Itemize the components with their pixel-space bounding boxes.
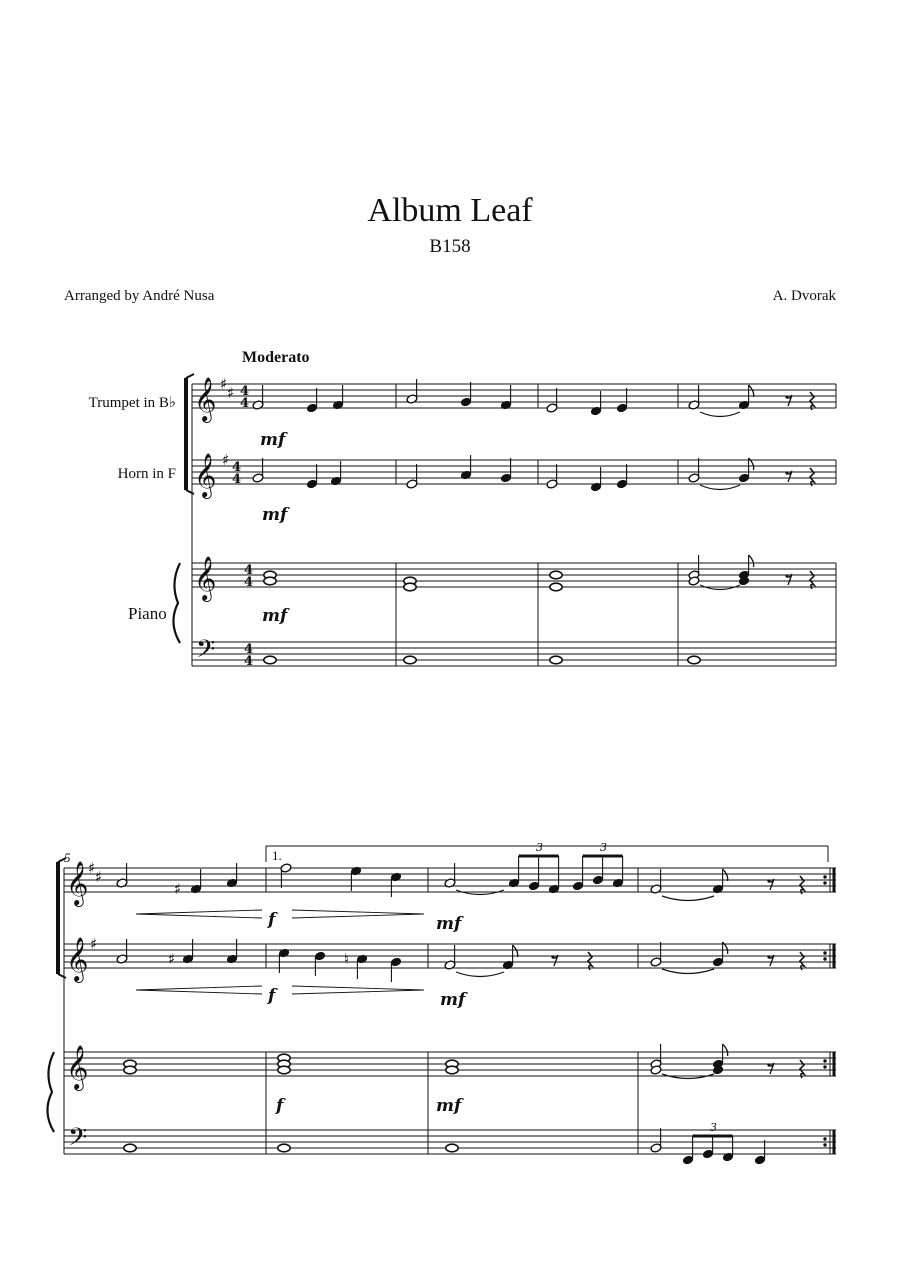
repeat-dot <box>823 1143 826 1146</box>
sharp-sign: ♯ <box>222 451 230 469</box>
whole-note <box>264 577 276 585</box>
quarter-rest <box>810 468 814 486</box>
quarter-rest <box>800 876 804 894</box>
sharp-sign: ♯ <box>90 935 98 953</box>
whole-note <box>124 1066 136 1074</box>
hairpin <box>136 990 262 994</box>
instrument-label-piano: Piano <box>128 604 167 623</box>
treble-clef: 𝄞 <box>66 861 89 905</box>
tempo-marking: Moderato <box>242 349 310 366</box>
flag <box>749 555 754 567</box>
hairpin <box>292 910 424 914</box>
bracket-hook <box>58 858 66 862</box>
eighth-rest-dot <box>785 395 788 398</box>
treble-clef: 𝄞 <box>66 1045 89 1089</box>
quarter-rest <box>810 392 814 410</box>
sharp-sign: ♯ <box>220 375 228 393</box>
whole-note <box>688 656 700 664</box>
whole-note <box>550 571 562 579</box>
bracket-hook <box>186 374 194 378</box>
hairpin <box>292 914 424 918</box>
whole-note <box>278 1144 290 1152</box>
flag <box>513 945 518 957</box>
time-signature-bottom: 4 <box>244 575 254 590</box>
volta-label: 1. <box>272 848 282 863</box>
eighth-rest-dot <box>785 471 788 474</box>
staff-lines <box>47 374 836 1154</box>
treble-clef: 𝄞 <box>66 937 89 981</box>
whole-note <box>550 656 562 664</box>
treble-clef: 𝄞 <box>194 377 217 421</box>
repeat-dot <box>823 951 826 954</box>
time-signature-bottom: 4 <box>244 654 254 669</box>
tie <box>662 969 714 974</box>
repeat-dot <box>823 1065 826 1068</box>
whole-note <box>404 583 416 591</box>
sharp-sign: ♯ <box>168 950 176 968</box>
tie <box>662 896 714 901</box>
composer-credit: A. Dvorak <box>772 288 836 304</box>
bass-clef: 𝄢 <box>196 635 216 670</box>
instrument-label-horn: Horn in F <box>117 466 176 482</box>
flag <box>723 869 728 881</box>
arranger-credit: Arranged by André Nusa <box>64 288 215 304</box>
piano-brace <box>173 563 180 643</box>
dynamic-mark: f <box>268 910 276 930</box>
instrument-label-trumpet: Trumpet in B♭ <box>88 395 176 411</box>
time-signature-bottom: 4 <box>240 396 250 411</box>
hairpin <box>292 990 424 994</box>
bracket-hook <box>58 974 66 978</box>
page-subtitle: B158 <box>429 236 471 257</box>
whole-note <box>404 656 416 664</box>
treble-clef: 𝄞 <box>194 556 217 600</box>
tie <box>700 412 740 417</box>
whole-note <box>446 1144 458 1152</box>
natural-sign: ♮ <box>344 950 350 968</box>
sharp-sign: ♯ <box>227 384 235 402</box>
sharp-sign: ♯ <box>88 859 96 877</box>
whole-note <box>264 656 276 664</box>
hairpin <box>136 986 262 990</box>
eighth-rest-dot <box>551 955 554 958</box>
whole-note <box>550 583 562 591</box>
eighth-rest-dot <box>767 955 770 958</box>
time-signature-top: 4 <box>244 642 254 657</box>
dynamic-mark: mf <box>436 914 462 934</box>
time-signature-top: 4 <box>244 563 254 578</box>
dynamic-mark: mf <box>436 1096 462 1116</box>
measure-number: 5 <box>64 850 71 865</box>
time-signature-bottom: 4 <box>232 472 242 487</box>
hairpin <box>136 910 262 914</box>
dynamic-mark: mf <box>262 606 288 626</box>
repeat-dot <box>823 1137 826 1140</box>
quarter-rest <box>800 952 804 970</box>
quarter-rest <box>810 571 814 589</box>
music-glyphs <box>66 375 828 1165</box>
dynamic-mark: mf <box>260 430 286 450</box>
dynamics-layer <box>260 430 717 1134</box>
whole-note <box>446 1066 458 1074</box>
tuplet-number: 3 <box>710 1121 717 1134</box>
sharp-sign: ♯ <box>95 868 103 886</box>
repeat-dot <box>823 875 826 878</box>
repeat-dot <box>823 881 826 884</box>
tie <box>700 485 740 490</box>
eighth-rest-dot <box>767 1063 770 1066</box>
bracket-hook <box>186 490 194 494</box>
quarter-rest <box>800 1060 804 1078</box>
tuplet-number: 3 <box>600 841 607 854</box>
whole-note <box>278 1066 290 1074</box>
tie <box>456 972 504 977</box>
hairpin <box>136 914 262 918</box>
dynamic-mark: f <box>268 986 276 1006</box>
hairpin <box>292 986 424 990</box>
sharp-sign: ♯ <box>174 880 182 898</box>
flag <box>749 385 754 397</box>
repeat-dot <box>823 957 826 960</box>
quarter-rest <box>588 952 592 970</box>
whole-note <box>124 1144 136 1152</box>
dynamic-mark: f <box>276 1096 284 1116</box>
dynamic-mark: mf <box>262 505 288 525</box>
repeat-dot <box>823 1059 826 1062</box>
time-signature-top: 4 <box>232 460 242 475</box>
eighth-rest-dot <box>785 574 788 577</box>
time-signature-top: 4 <box>240 384 250 399</box>
bass-clef: 𝄢 <box>68 1123 88 1158</box>
piano-brace <box>47 1052 54 1132</box>
flag <box>723 1044 728 1056</box>
treble-clef: 𝄞 <box>194 453 217 497</box>
eighth-rest-dot <box>767 879 770 882</box>
page-title: Album Leaf <box>367 192 533 229</box>
dynamic-mark: mf <box>440 990 466 1010</box>
tuplet-number: 3 <box>536 841 543 854</box>
